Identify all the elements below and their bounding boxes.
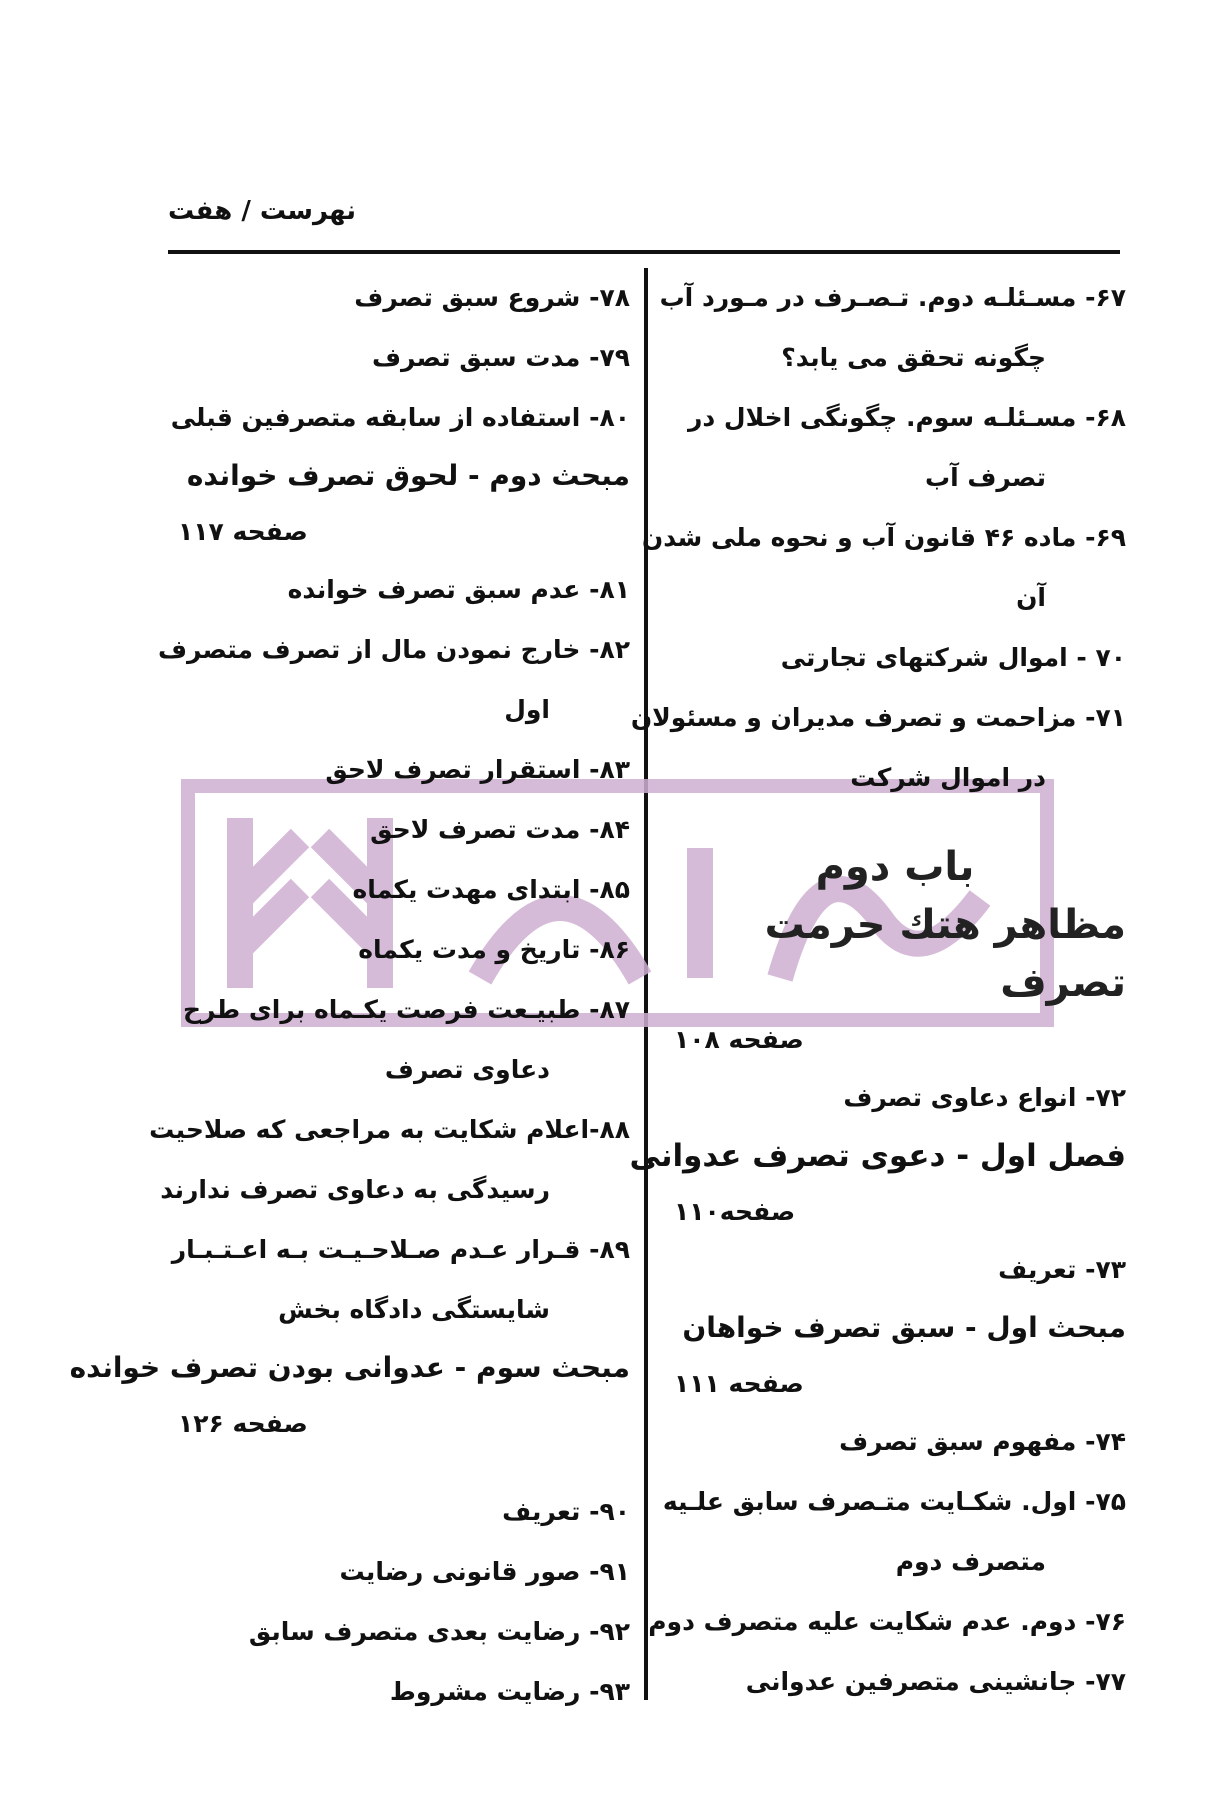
toc-item-title: ۷۰ - اموال شرکتهای تجارتی: [780, 643, 1126, 672]
toc-item: [168, 1662, 630, 1722]
toc-item-title: ۸۹- قـرار عـدم صـلاحـیـت بـه اعـتـبـار: [171, 1235, 630, 1264]
page-reference: صفحه۱۱۰: [674, 1197, 796, 1226]
toc-item: [168, 1220, 630, 1340]
toc-item-title: ۸۷- طبیـعت فرصت یکـماه برای طرح: [183, 995, 630, 1024]
spacer: [664, 808, 1126, 838]
toc-item: [664, 1240, 1126, 1300]
running-header: [168, 196, 1120, 226]
section-heading: مبحث اول - سبق تصرف خواهان: [682, 1311, 1126, 1344]
toc-item-title: ۸۱- عدم سبق تصرف خوانده: [287, 575, 630, 604]
left-column: [69, 268, 630, 1722]
part-title: باب دوم: [815, 844, 975, 890]
toc-item-title: ۸۲- خارج نمودن مال از تصرف متصرف: [158, 635, 630, 664]
toc-item: [168, 920, 630, 980]
toc-item-title: ۸۶- تاریخ و مدت یکماه: [358, 935, 630, 964]
toc-item-continuation: اول: [504, 695, 550, 724]
toc-item-title: ۸۵- ابتدای مهدت یکماه: [352, 875, 630, 904]
section-heading: مبحث دوم - لحوق تصرف خوانده: [186, 459, 630, 492]
toc-item: [168, 980, 630, 1100]
toc-item-title: ۷۷- جانشینی متصرفین عدوانی: [745, 1667, 1126, 1696]
toc-item: [664, 388, 1126, 508]
toc-item-continuation: متصرف دوم: [895, 1547, 1046, 1576]
page-reference: صفحه ۱۰۸: [674, 1025, 804, 1054]
toc-item: [168, 1482, 630, 1542]
toc-item: [168, 1542, 630, 1602]
toc-item-title: ۸۸-اعلام شکایت به مراجعی که صلاحیت: [149, 1115, 630, 1144]
toc-item: [664, 1652, 1126, 1712]
toc-item-title: ۶۹- ماده ۴۶ قانون آب و نحوه ملی شدن: [641, 523, 1126, 552]
toc-item: [659, 268, 1126, 388]
toc-item-title: ۹۰- تعریف: [502, 1497, 630, 1526]
toc-item: [168, 560, 630, 620]
page-reference: صفحه ۱۱۷: [178, 517, 308, 546]
spacer: [168, 1452, 630, 1482]
toc-item: [168, 740, 630, 800]
toc-item-title: ۹۲- رضایت بعدی متصرف سابق: [248, 1617, 630, 1646]
toc-item-title: ۶۷- مسـئلـه دوم. تـصـرف در مـورد آب: [659, 283, 1126, 312]
page-reference: صفحه ۱۱۱: [674, 1369, 804, 1398]
toc-item-title: ۸۳- استقرار تصرف لاحق: [325, 755, 630, 784]
toc-item-title: ۷۵- اول. شکـایت متـصرف سابق علـیه: [662, 1487, 1126, 1516]
toc-item-title: ۷۶- دوم. عدم شکایت علیه متصرف دوم: [648, 1607, 1126, 1636]
toc-item: [641, 508, 1126, 628]
header-text: نهرست / هفت: [168, 196, 357, 226]
toc-item-title: ۷۱- مزاحمت و تصرف مدیران و مسئولان: [630, 703, 1126, 732]
toc-item-continuation: دعاوی تصرف: [384, 1055, 550, 1084]
toc-item-title: ۸۰- استفاده از سابقه متصرفین قبلی: [170, 403, 630, 432]
toc-item-title: ۷۳- تعریف: [998, 1255, 1126, 1284]
toc-item: [168, 388, 630, 448]
toc-item: [664, 628, 1126, 688]
toc-item: [648, 1592, 1126, 1652]
toc-item-continuation: شایستگی دادگاه بخش: [278, 1295, 550, 1324]
toc-item: [168, 328, 630, 388]
toc-item: [630, 688, 1126, 808]
right-column: [629, 268, 1126, 1712]
part-subtitle: مظاهر هتك حرمت تصرف: [764, 902, 1126, 1006]
toc-item-continuation: رسیدگی به دعاوی تصرف ندارند: [160, 1175, 550, 1204]
section-heading: مبحث سوم - عدوانی بودن تصرف خوانده: [69, 1351, 630, 1384]
toc-item-title: ۷۹- مدت سبق تصرف: [372, 343, 630, 372]
toc-item-title: ۷۴- مفهوم سبق تصرف: [839, 1427, 1126, 1456]
toc-item-continuation: در اموال شرکت: [850, 763, 1046, 792]
toc-item-continuation: آن: [1016, 583, 1046, 612]
toc-item: [168, 860, 630, 920]
toc-item: [168, 268, 630, 328]
toc-item-continuation: چگونه تحقق می یابد؟: [781, 343, 1046, 372]
chapter-heading: فصل اول - دعوی تصرف عدوانی: [629, 1138, 1126, 1174]
toc-item-continuation: تصرف آب: [924, 463, 1046, 492]
toc-item: [168, 800, 630, 860]
toc-item-title: ۷۸- شروع سبق تصرف: [354, 283, 630, 312]
toc-item: [664, 1472, 1126, 1592]
header-rule: [168, 250, 1120, 254]
toc-item: [664, 1068, 1126, 1128]
toc-item-title: ۹۱- صور قانونی رضایت: [339, 1557, 630, 1586]
toc-item: [664, 1412, 1126, 1472]
toc-item: [158, 620, 630, 740]
toc-item-title: ۸۴- مدت تصرف لاحق: [370, 815, 630, 844]
toc-item-title: ۷۲- انواع دعاوی تصرف: [843, 1083, 1126, 1112]
toc-item-title: ۹۳- رضایت مشروط: [389, 1677, 630, 1706]
toc-item: [149, 1100, 630, 1220]
toc-item-title: ۶۸- مسـئلـه سوم. چگونگی اخلال در: [687, 403, 1126, 432]
page-reference: صفحه ۱۲۶: [178, 1409, 308, 1438]
toc-item: [168, 1602, 630, 1662]
